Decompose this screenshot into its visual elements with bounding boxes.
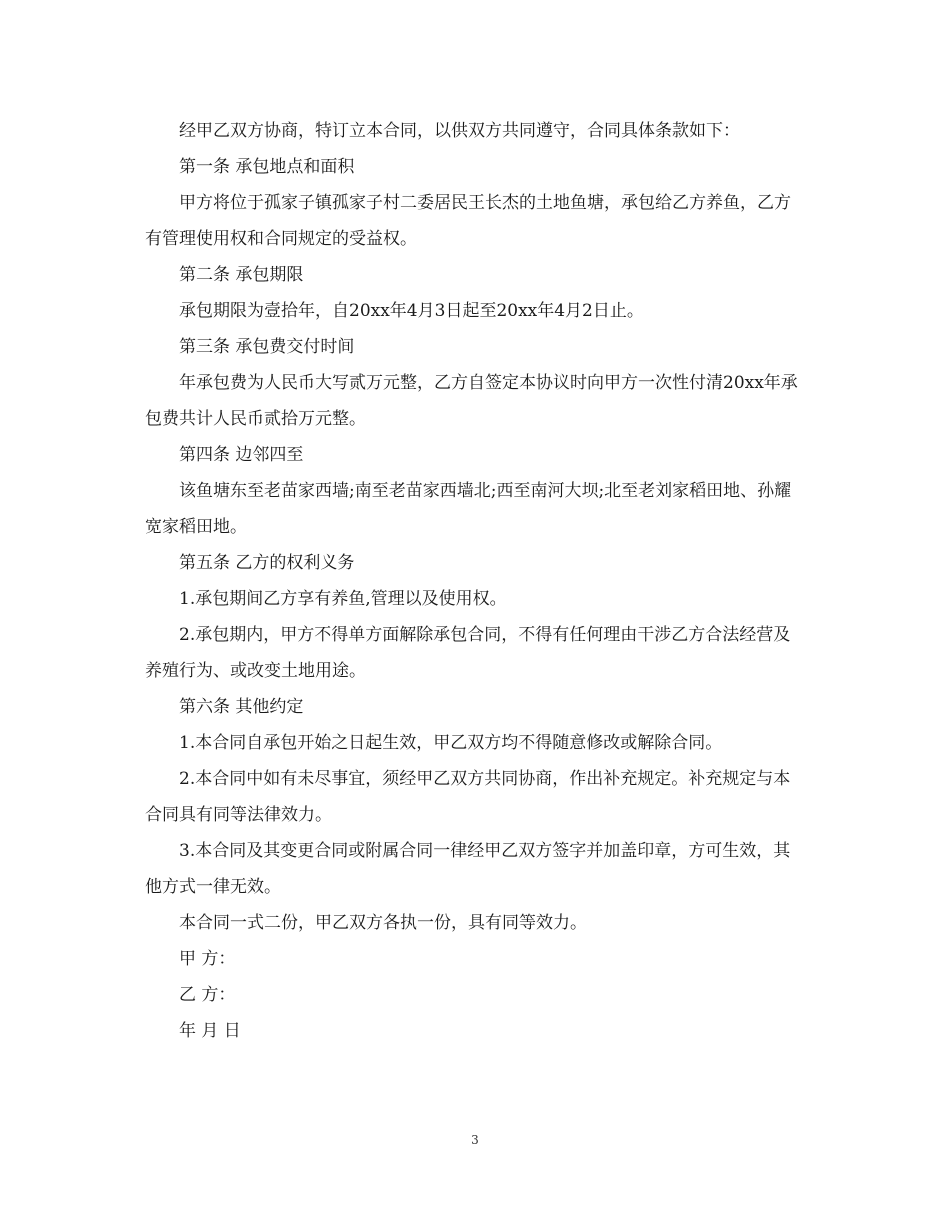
article-2-heading: 第二条 承包期限 [179,265,304,285]
article-6-item-1: 1.本合同自承包开始之日起生效，甲乙双方均不得随意修改或解除合同。 [179,733,723,753]
article-5-item-2: 2.承包期内，甲方不得单方面解除承包合同，不得有任何理由干涉乙方合法经营及养殖行为、或改变土地用途。 [145,625,791,681]
article-3-text: 年承包费为人民币大写贰万元整，乙方自签定本协议时向甲方一次性付清20xx年承包费共计人民币贰拾万元整。 [145,373,798,429]
copies-statement: 本合同一式二份，甲乙双方各执一份，具有同等效力。 [179,913,587,933]
article-6-item-2: 2.本合同中如有未尽事宜，须经甲乙双方共同协商，作出补充规定。补充规定与本合同具有同等法律效力。 [145,769,791,825]
article-2-text: 承包期限为壹拾年，自20xx年4月3日起至20xx年4月2日止。 [179,301,644,321]
intro-paragraph: 经甲乙双方协商，特订立本合同，以供双方共同遵守，合同具体条款如下： [179,121,740,141]
page-number: 3 [471,1133,479,1147]
article-5-item-1: 1.承包期间乙方享有养鱼,管理以及使用权。 [179,589,507,609]
article-6-item-3: 3.本合同及其变更合同或附属合同一律经甲乙双方签字并加盖印章，方可生效，其他方式一律无效。 [145,841,791,897]
party-a-signature-line: 甲 方： [179,949,236,969]
article-1-text: 甲方将位于孤家子镇孤家子村二委居民王长杰的土地鱼塘，承包给乙方养鱼，乙方有管理使用权和合同规定的受益权。 [145,193,791,249]
article-4-heading: 第四条 边邻四至 [179,445,304,465]
article-6-heading: 第六条 其他约定 [179,697,304,717]
article-3-heading: 第三条 承包费交付时间 [179,337,355,357]
document-body [145,113,805,1049]
date-line: 年 月 日 [179,1021,241,1041]
article-1-heading: 第一条 承包地点和面积 [179,157,355,177]
party-b-signature-line: 乙 方： [179,985,236,1005]
article-5-heading: 第五条 乙方的权利义务 [179,553,355,573]
article-4-text: 该鱼塘东至老苗家西墙;南至老苗家西墙北;西至南河大坝;北至老刘家稻田地、孙耀宽家稻田地。 [145,481,792,537]
